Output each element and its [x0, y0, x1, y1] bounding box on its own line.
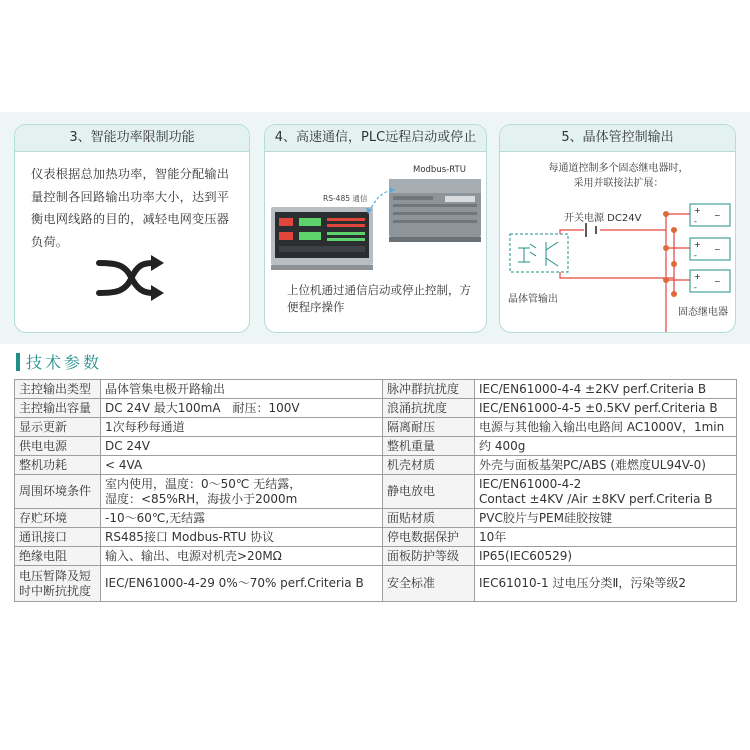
svg-text:-: -: [694, 283, 697, 292]
card-description: 上位机通过通信启动或停止控制，方便程序操作: [287, 283, 471, 314]
table-row: [15, 418, 737, 437]
spec-value: 10年: [475, 528, 737, 547]
table-row: [15, 399, 737, 418]
table-row: [15, 456, 737, 475]
table-row: [15, 509, 737, 528]
spec-label: 存贮环境: [15, 509, 101, 528]
shuffle-icon: [95, 255, 165, 301]
svg-text:-: -: [694, 217, 697, 226]
spec-label-line: 电压暂降及短: [19, 568, 92, 583]
spec-value: IEC/EN61000-4-4 ±2KV perf.Criteria B: [475, 380, 737, 399]
spec-value: IEC/EN61000-4-5 ±0.5KV perf.Criteria B: [475, 399, 737, 418]
spec-label: 绝缘电阻: [15, 547, 101, 566]
spec-value-line: 室内使用，温度：0～50℃ 无结露，: [105, 476, 302, 491]
spec-label: 面贴材质: [383, 509, 475, 528]
spec-label: 隔离耐压: [383, 418, 475, 437]
spec-label: 浪涌抗扰度: [383, 399, 475, 418]
rs485-label: RS-485 通信: [323, 194, 368, 203]
spec-value: RS485接口 Modbus-RTU 协议: [101, 528, 383, 547]
spec-label: 停电数据保护: [383, 528, 475, 547]
spec-value-line: Contact ±4KV /Air ±8KV perf.Criteria B: [479, 491, 713, 506]
modbus-label: Modbus-RTU: [413, 165, 466, 175]
feature-card-power-limit: [14, 124, 250, 333]
table-row: [15, 380, 737, 399]
spec-value: 1次每秒每通道: [101, 418, 383, 437]
spec-value: IP65(IEC60529): [475, 547, 737, 566]
spec-label: [15, 566, 101, 602]
spec-value: IEC/EN61000-4-29 0%～70% perf.Criteria B: [101, 566, 383, 602]
card-description: 仪表根据总加热功率，智能分配输出量控制各回路输出功率大小，达到平衡电网线路的目的，减轻电网变压器负荷。: [31, 167, 230, 249]
table-row: [15, 528, 737, 547]
spec-value: DC 24V: [101, 437, 383, 456]
plc-module-image: [389, 179, 481, 242]
spec-value: 约 400g: [475, 437, 737, 456]
table-row: [15, 566, 737, 602]
spec-value: IEC61010-1 过电压分类Ⅱ，污染等级2: [475, 566, 737, 602]
card-description-line: 每通道控制多个固态继电器时，: [548, 163, 689, 174]
svg-text:~: ~: [714, 277, 721, 286]
section-marker: [16, 353, 20, 371]
spec-label: 整机重量: [383, 437, 475, 456]
svg-text:+: +: [694, 206, 701, 215]
spec-label: 安全标准: [383, 566, 475, 602]
spec-value: 晶体管集电极开路输出: [101, 380, 383, 399]
spec-table: [14, 379, 737, 602]
spec-label: 通讯接口: [15, 528, 101, 547]
card-title: 3、智能功率限制功能: [15, 125, 249, 152]
svg-text:~: ~: [714, 211, 721, 220]
spec-label: 机壳材质: [383, 456, 475, 475]
switch-supply-label: 开关电源 DC24V: [564, 213, 642, 224]
spec-value: DC 24V 最大100mA 耐压：100V: [101, 399, 383, 418]
spec-label: 供电电源: [15, 437, 101, 456]
table-row: [15, 437, 737, 456]
spec-label: 周围环境条件: [15, 475, 101, 509]
svg-text:+: +: [694, 272, 701, 281]
section-title: 技术参数: [26, 353, 103, 372]
feature-card-transistor-output: [499, 124, 736, 333]
spec-value: < 4VA: [101, 456, 383, 475]
feature-card-communication: [264, 124, 487, 333]
spec-value: 输入、输出、电源对机壳>20MΩ: [101, 547, 383, 566]
spec-value: [101, 475, 383, 509]
card-title: 5、晶体管控制输出: [500, 125, 735, 152]
card-title: 4、高速通信，PLC远程启动或停止: [265, 125, 486, 152]
table-row: [15, 547, 737, 566]
spec-value-line: 湿度：<85%RH，海拔小于2000m: [105, 491, 298, 506]
svg-text:+: +: [694, 240, 701, 249]
spec-label: 主控输出类型: [15, 380, 101, 399]
spec-label: 面板防护等级: [383, 547, 475, 566]
card-description-line: 采用并联接法扩展：: [573, 178, 664, 189]
spec-label: 主控输出容量: [15, 399, 101, 418]
spec-value: 电源与其他输入输出电路间 AC1000V，1min: [475, 418, 737, 437]
spec-value: [475, 475, 737, 509]
spec-label: 脉冲群抗扰度: [383, 380, 475, 399]
section-header: [0, 345, 750, 381]
relay-label: 固态继电器: [678, 307, 728, 318]
spec-value: 外壳与面板基架PC/ABS (难燃度UL94V-0): [475, 456, 737, 475]
spec-label: 整机功耗: [15, 456, 101, 475]
svg-text:-: -: [694, 251, 697, 260]
table-row: [15, 475, 737, 509]
transistor-label: 晶体管输出: [508, 294, 558, 305]
spec-label: 显示更新: [15, 418, 101, 437]
svg-text:~: ~: [714, 245, 721, 254]
spec-value-line: IEC/EN61000-4-2: [479, 476, 582, 491]
spec-value: PVC胶片与PEM硅胶按键: [475, 509, 737, 528]
spec-label-line: 时中断抗扰度: [19, 583, 92, 598]
spec-value: -10～60℃,无结露: [101, 509, 383, 528]
controller-image: [271, 207, 373, 270]
spec-label: 静电放电: [383, 475, 475, 509]
